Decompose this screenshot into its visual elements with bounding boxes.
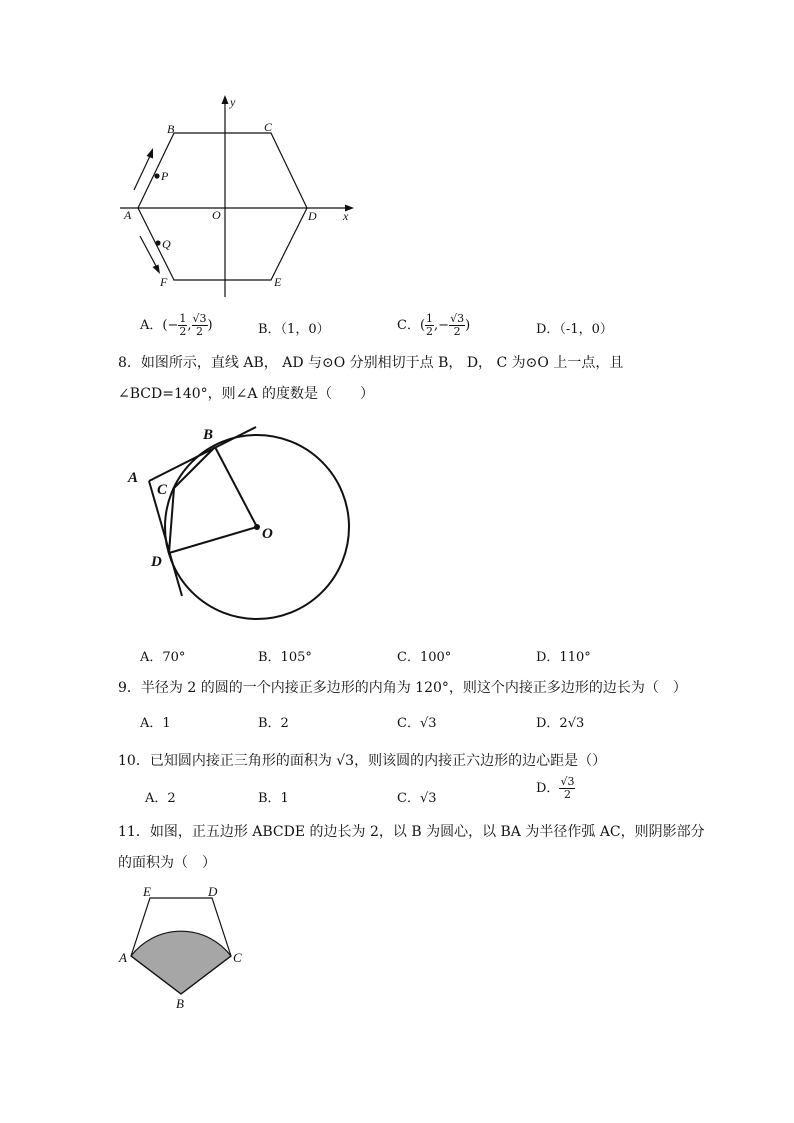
fig8-label-C: C — [157, 482, 168, 498]
fig11-label-C: C — [233, 950, 242, 965]
circle-tangent-figure — [118, 420, 368, 630]
q10-text-line1: 10．已知圆内接正三角形的面积为 √3，则该圆的内接正六边形的边心距是（） — [118, 753, 607, 769]
q10-option-a: A．2 — [145, 791, 176, 806]
pentagon-sector-figure — [115, 882, 255, 1012]
q7-option-b: B．（1，0） — [258, 322, 330, 337]
fig8-label-B: B — [203, 427, 214, 443]
fig7-label-x: x — [343, 209, 349, 223]
q11-text-line2: 的面积为（ ） — [118, 855, 216, 871]
fig11-label-E: E — [143, 884, 151, 899]
fig8-label-O: O — [262, 526, 273, 542]
hexagon-figure — [110, 90, 370, 305]
fig7-label-F: F — [160, 275, 168, 289]
fig11-label-D: D — [208, 884, 218, 899]
fig7-label-y: y — [230, 95, 236, 109]
q10-option-d: D． $\frac{√3}{2}$ — [536, 775, 575, 801]
q8-option-b: B．105° — [258, 650, 312, 665]
fig8-label-A: A — [128, 470, 139, 486]
q7-option-a: A．(− $\frac{1}{2}$ , $\frac{√3}{2}$ ) — [140, 312, 213, 338]
q9-option-a: A．1 — [140, 716, 171, 731]
fig7-label-B: B — [167, 122, 175, 136]
fig7-label-Q: Q — [162, 237, 171, 251]
q8-option-d: D．110° — [536, 650, 591, 665]
q9-text-line1: 9．半径为 2 的圆的一个内接正多边形的内角为 120°，则这个内接正多边形的边长为（ ） — [118, 680, 687, 696]
fig11-label-A: A — [119, 950, 127, 965]
fig7-label-O: O — [212, 208, 221, 222]
q8-option-c: C．100° — [397, 650, 452, 665]
hexagon-shape — [138, 133, 307, 280]
shaded-sector — [131, 931, 231, 994]
q9-option-c: C．√3 — [397, 716, 437, 731]
q9-option-b: B．2 — [258, 716, 289, 731]
q11-text-line1: 11．如图，正五边形 ABCDE 的边长为 2，以 B 为圆心，以 BA 为半径作弧 AC，则阴影部分 — [118, 824, 705, 840]
q7-option-d: D．（-1，0） — [536, 322, 613, 337]
fig7-label-P: P — [161, 169, 169, 183]
q9-option-d: D．2√3 — [536, 716, 585, 731]
fig7-label-A: A — [124, 208, 132, 222]
q10-option-c: C．√3 — [397, 791, 437, 806]
q8-text-line2: ∠BCD=140°，则∠A 的度数是（ ） — [118, 386, 374, 402]
fig7-label-E: E — [274, 275, 282, 289]
q10-option-b: B．1 — [258, 791, 289, 806]
fig11-label-B: B — [176, 996, 184, 1011]
q8-text-line1: 8．如图所示，直线 AB， AD 与⊙O 分别相切于点 B， D， C 为⊙O 上一点，且 — [118, 355, 624, 371]
fig7-label-D: D — [308, 209, 317, 223]
q8-option-a: A．70° — [140, 650, 186, 665]
fig7-label-C: C — [264, 120, 273, 134]
fig8-label-D: D — [151, 554, 162, 570]
q7-option-c: C．( $\frac{1}{2}$ ,− $\frac{√3}{2}$ ) — [397, 312, 471, 338]
